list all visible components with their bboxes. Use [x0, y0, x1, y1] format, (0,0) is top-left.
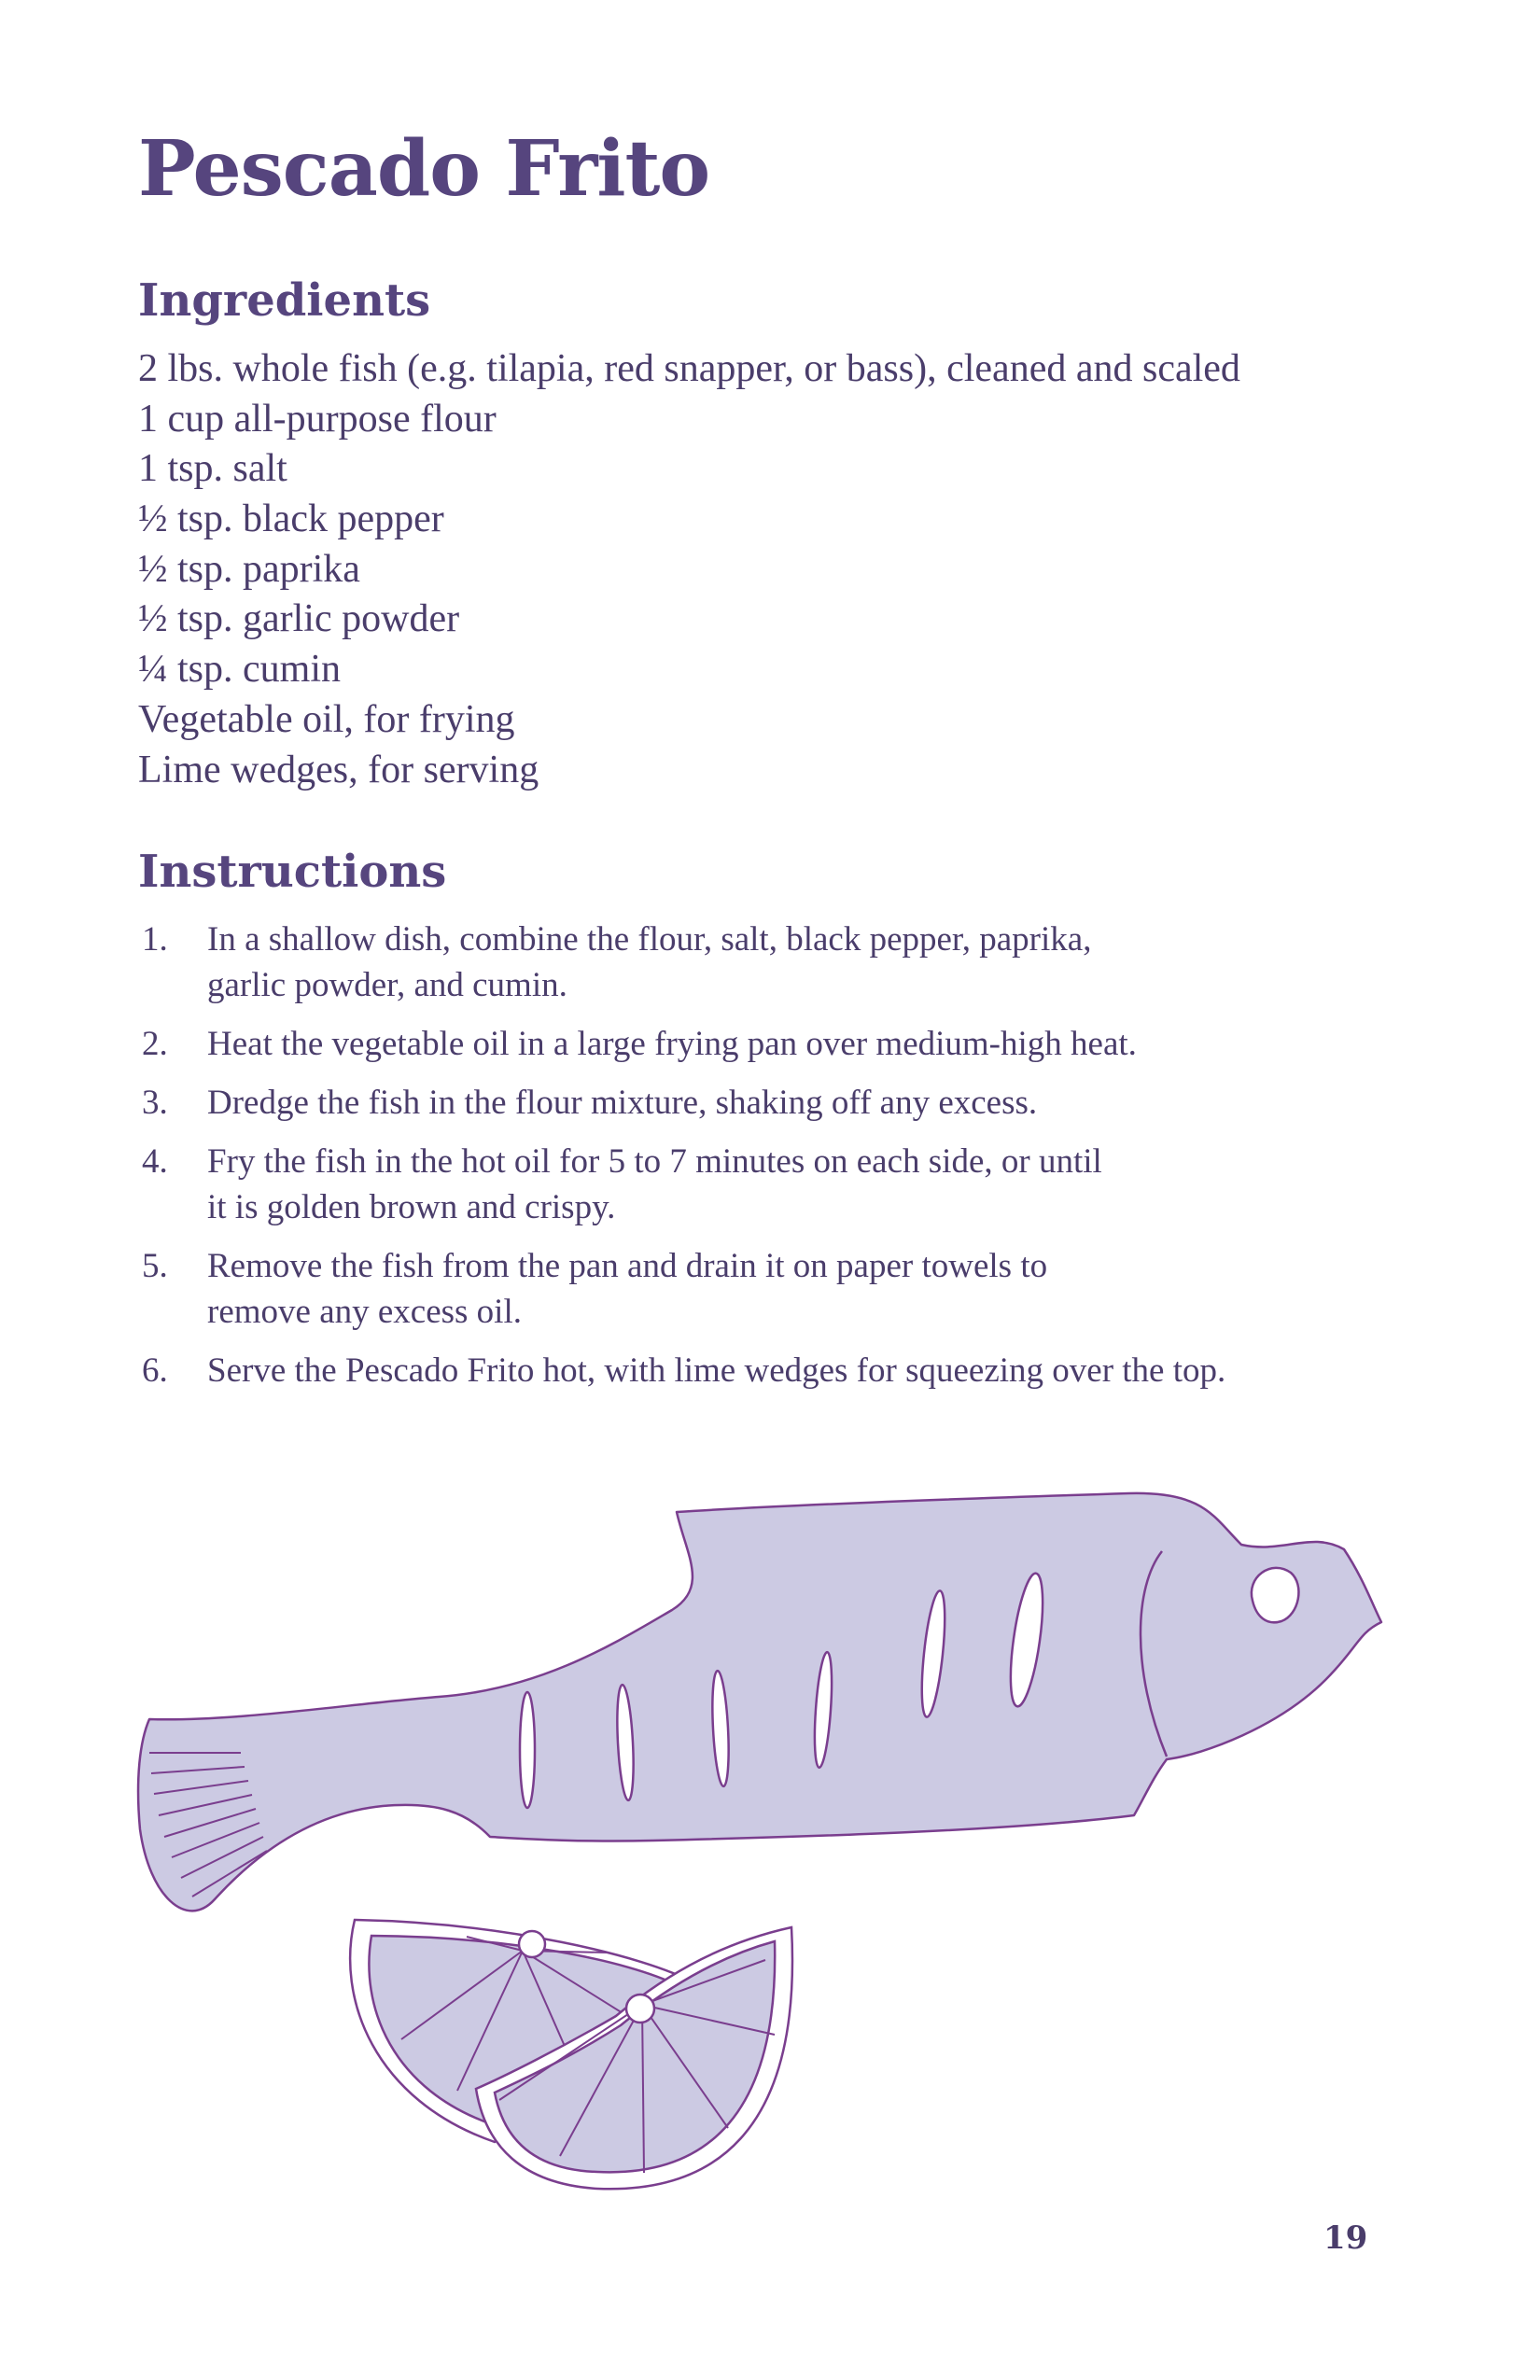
- instructions-list: [138, 917, 1495, 1407]
- instruction-step: [138, 1080, 1495, 1126]
- instructions-heading: Instructions: [138, 846, 447, 898]
- instruction-step: [138, 1021, 1495, 1067]
- ingredient-item: ½ tsp. garlic powder: [138, 597, 460, 641]
- step-number: 1.: [142, 920, 168, 959]
- lime-wedge-illustration: [350, 1920, 792, 2189]
- ingredients-heading: Ingredients: [138, 274, 431, 327]
- ingredient-item: Vegetable oil, for frying: [138, 697, 515, 741]
- fish-illustration: [138, 1493, 1381, 1911]
- ingredient-item: 1 cup all-purpose flour: [138, 397, 497, 441]
- ingredient-item: ½ tsp. black pepper: [138, 497, 444, 541]
- step-text-line: In a shallow dish, combine the flour, salt, black pepper, paprika,: [207, 920, 1092, 959]
- step-text-line: it is golden brown and crispy.: [207, 1188, 616, 1226]
- instruction-step: [138, 1348, 1495, 1393]
- step-number: 2.: [142, 1025, 168, 1063]
- step-text-line: Remove the fish from the pan and drain it on paper towels to: [207, 1247, 1048, 1285]
- page-number: 19: [1323, 2219, 1368, 2257]
- recipe-title: Pescado Frito: [138, 124, 710, 214]
- step-text-line: Fry the fish in the hot oil for 5 to 7 minutes on each side, or until: [207, 1142, 1102, 1181]
- ingredient-item: ½ tsp. paprika: [138, 547, 360, 591]
- ingredient-item: ¼ tsp. cumin: [138, 648, 341, 692]
- fish-and-lime-illustration: [0, 1456, 1540, 2203]
- step-number: 3.: [142, 1084, 168, 1122]
- ingredients-list: [138, 345, 1240, 796]
- instruction-step: [138, 1139, 1495, 1230]
- step-number: 5.: [142, 1247, 168, 1285]
- gill-slit: [520, 1692, 535, 1808]
- step-text-line: garlic powder, and cumin.: [207, 966, 567, 1004]
- step-number: 4.: [142, 1142, 168, 1181]
- ingredient-item: 2 lbs. whole fish (e.g. tilapia, red snapper, or bass), cleaned and scaled: [138, 347, 1240, 390]
- instruction-step: [138, 1243, 1495, 1335]
- step-text-line: Serve the Pescado Frito hot, with lime wedges for squeezing over the top.: [207, 1351, 1226, 1390]
- fish-eye-icon: [1252, 1568, 1299, 1622]
- ingredient-item: 1 tsp. salt: [138, 447, 287, 491]
- step-text-line: Dredge the fish in the flour mixture, shaking off any excess.: [207, 1084, 1038, 1122]
- step-text-line: remove any excess oil.: [207, 1293, 522, 1331]
- step-text-line: Heat the vegetable oil in a large frying pan over medium-high heat.: [207, 1025, 1137, 1063]
- step-number: 6.: [142, 1351, 168, 1390]
- instruction-step: [138, 917, 1495, 1008]
- ingredient-item: Lime wedges, for serving: [138, 748, 539, 791]
